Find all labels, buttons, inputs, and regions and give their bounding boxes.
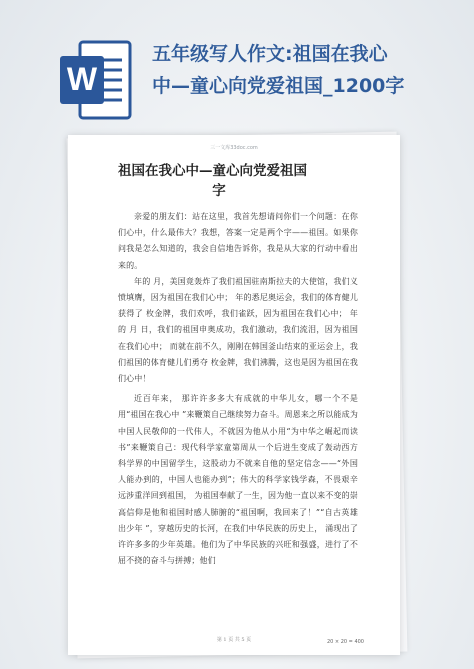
page-number: 第 1 页 共 5 页 (216, 637, 252, 643)
document-title (118, 161, 350, 201)
document-body (118, 209, 358, 569)
document-title-line-1: 祖国在我心中—童心向党爱祖国 (118, 163, 307, 179)
word-count: 20 × 20 = 400 (326, 639, 364, 645)
page-title-line-2: 中—童心向党爱祖国_1200字 (152, 75, 405, 97)
page-title (152, 38, 462, 102)
word-icon-letter: W (66, 61, 98, 97)
paragraph: 年的 月，美国竟轰炸了我们祖国驻南斯拉夫的大使馆，我们义愤填膺，因为祖国在我们心中； 年的悉尼奥运会，我们的体育健儿获得了 枚金牌，我们欢呼，我们雀跃，因为祖国在我们心中； 年的 月 日，我们的祖国申奥成功，我们激动，我们流泪，因为祖国在我们心中； 而就在前不久，刚刚在韩国釜山结束的亚运会上，我们祖国的体育健儿们勇夺 枚金牌，我们沸腾，这也是因为祖国在我们心中！ (118, 276, 358, 384)
page-title-line-1: 五年级写人作文:祖国在我心 (152, 43, 388, 65)
document-page (68, 135, 400, 655)
document-title-line-2: 字 (212, 183, 226, 199)
watermark: 三一文库33doc.com (210, 145, 258, 151)
word-document-icon (58, 38, 134, 122)
paragraph: 亲爱的朋友们：站在这里，我首先想请问你们一个问题：在你们心中，什么最伟大？我想，答案一定是两个字——祖国。如果你问我是怎么知道的，我会自信地告诉你，我是从大家的行动中看出来的。 (118, 212, 358, 270)
paragraph: 近百年来， 那许许多多大有成就的中华儿女，哪一个不是用“祖国在我心中 ”来鞭策自己继续努力奋斗。周恩来之所以能成为中国人民敬仰的一代伟人，不就因为他从小用“为中华之崛起而读书”来鞭策自己：现代科学家童第周从一个后进生变成了轰动西方科学界的中国留学生，这股动力不就来自他的坚定信念——“外国人能办到的，中国人也能办到”；伟大的科学家钱学森，不畏艰辛远涉重洋回到祖国， 为祖国奉献了一生，因为他一直以来不变的崇高信仰是他和祖国时感人肺腑的“祖国啊，我回来了！”“自古英雄出少年 ”，穿越历史的长河，在我们中华民族的历史上， 涌现出了许许多多的少年英雄。他们为了中华民族的兴旺和强盛，进行了不屈不挠的奋斗与拼搏；他们 (118, 394, 358, 566)
